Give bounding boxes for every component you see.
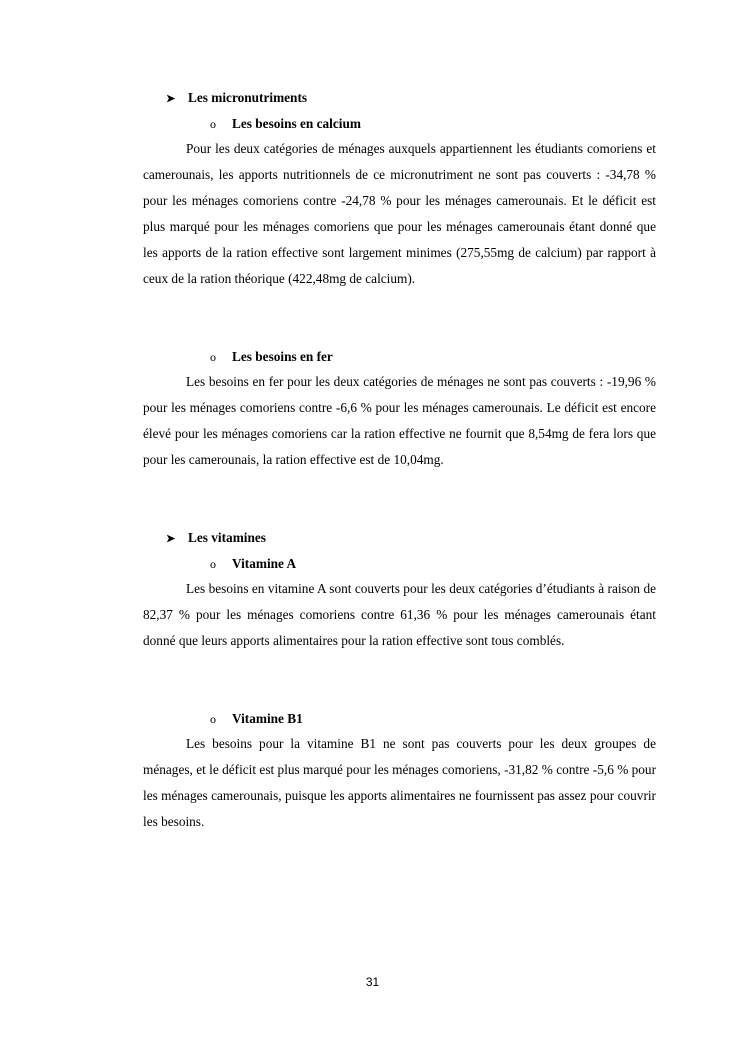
- arrow-bullet-icon: ➤: [166, 93, 176, 105]
- arrow-bullet-icon: ➤: [166, 533, 176, 545]
- subheading-text: Les besoins en fer: [232, 349, 333, 364]
- subheading-iron: [210, 348, 333, 366]
- circle-bullet-icon: o: [210, 350, 216, 364]
- circle-bullet-icon: o: [210, 712, 216, 726]
- paragraph-vitamin-b1: Les besoins pour la vitamine B1 ne sont pas couverts pour les deux groupes de ménages, et le déficit est plus marqué pour les ménages comoriens, -31,82 % contre -5,6 % pour les ménages camerounais, puisque les apports alimentaires ne fournissent pas assez pour couvrir les besoins.: [143, 736, 656, 829]
- paragraph-iron: Les besoins en fer pour les deux catégories de ménages ne sont pas couverts : -19,96 % pour les ménages comoriens contre -6,6 % pour les ménages camerounais. Le déficit est encore élevé pour les ménages comoriens car la ration effective ne fournit que 8,54mg de fera lors que pour les camerounais, la ration effective est de 10,04mg.: [143, 374, 656, 467]
- heading-text: Les vitamines: [188, 530, 266, 545]
- subheading-vitamin-b1: [210, 710, 303, 728]
- section-heading-vitamins: [166, 529, 266, 548]
- paragraph-vitamin-a: Les besoins en vitamine A sont couverts pour les deux catégories d’étudiants à raison de 82,37 % pour les ménages comoriens contre 61,36 % pour les ménages camerounais étant donné que leurs apports alimentaires pour la ration effective sont tous comblés.: [143, 581, 656, 648]
- subheading-vitamin-a: [210, 555, 296, 573]
- subheading-text: Vitamine A: [232, 556, 297, 571]
- subheading-text: Vitamine B1: [232, 711, 303, 726]
- circle-bullet-icon: o: [210, 117, 216, 131]
- section-heading-micronutrients: [166, 89, 307, 108]
- subheading-text: Les besoins en calcium: [232, 116, 361, 131]
- page-number: 31: [365, 975, 380, 989]
- heading-text: Les micronutriments: [188, 90, 308, 105]
- paragraph-calcium: Pour les deux catégories de ménages auxquels appartiennent les étudiants comoriens et camerounais, les apports nutritionnels de ce micronutriment ne sont pas couverts : -34,78 % pour les ménages comoriens contre -24,78 % pour les ménages camerounais. Et le déficit est plus marqué pour les ménages comoriens que pour les ménages camerounais étant donné que les apports de la ration effective sont largement minimes (275,55mg de calcium) par rapport à ceux de la ration théorique (422,48mg de calcium).: [143, 141, 656, 286]
- circle-bullet-icon: o: [210, 557, 216, 571]
- subheading-calcium: [210, 115, 361, 133]
